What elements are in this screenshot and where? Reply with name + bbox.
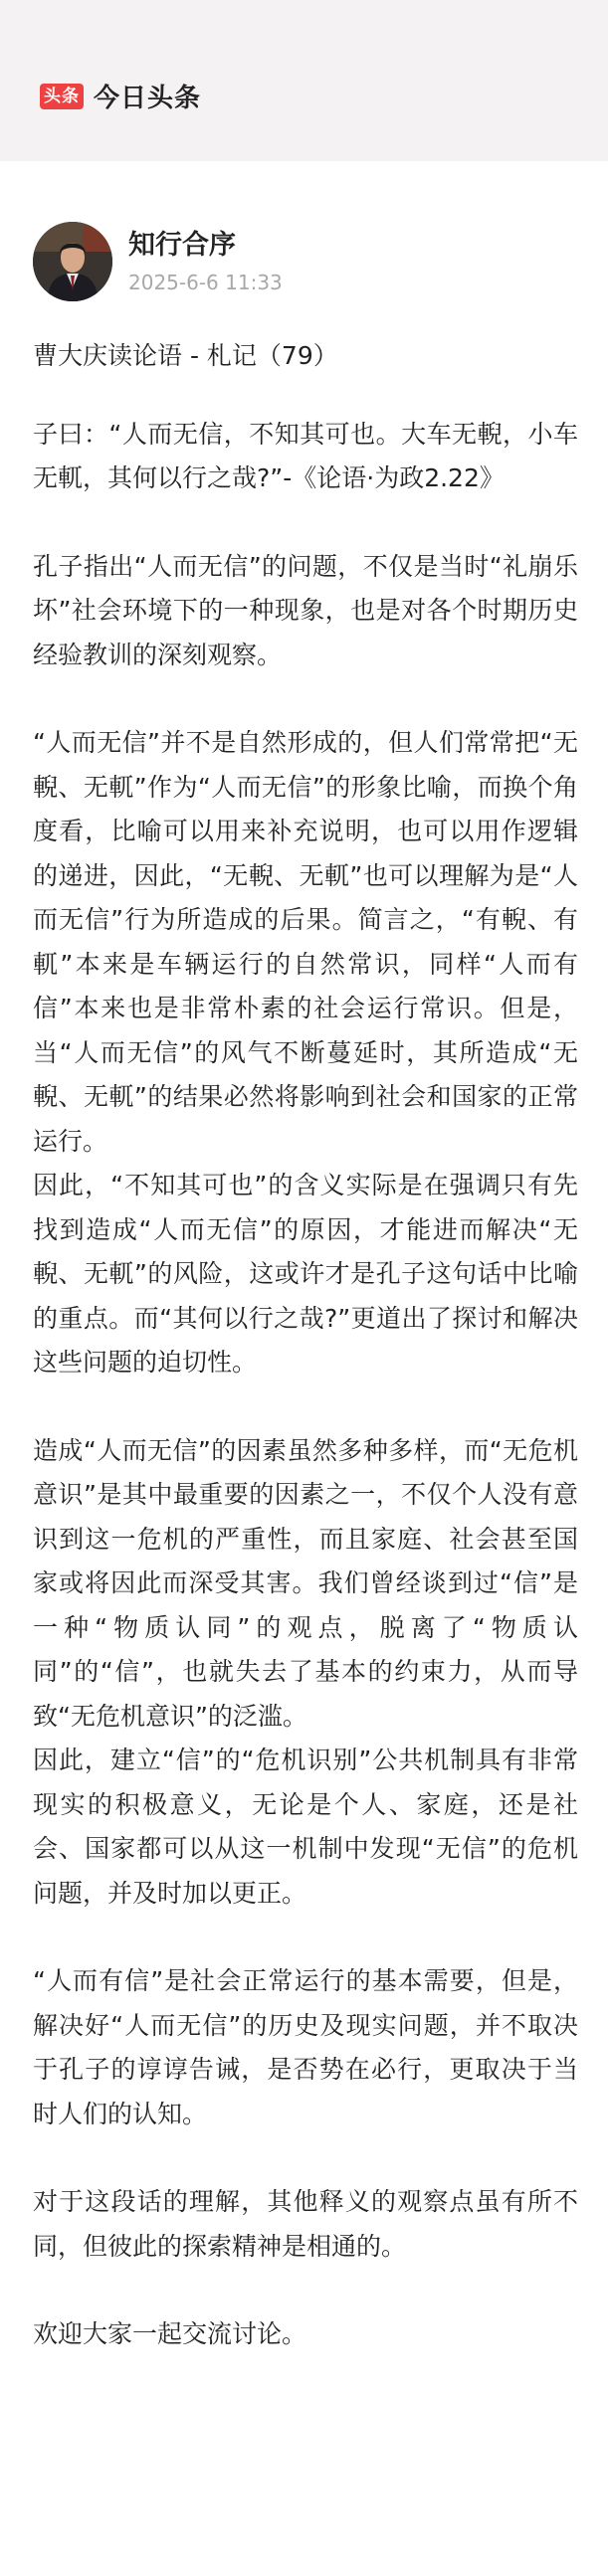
article-paragraph: 对于这段话的理解，其他释义的观察点虽有所不同，但彼此的探索精神是相通的。 bbox=[33, 2187, 578, 2261]
article-paragraph: 因此，建立“信”的“危机识别”公共机制具有非常现实的积极意义，无论是个人、家庭，还是社会、国家都可以从这一机制中发现“无信”的危机问题，并及时加以更正。 bbox=[33, 1746, 578, 1908]
article-body bbox=[33, 334, 578, 2357]
avatar-photo bbox=[33, 222, 112, 301]
toutiao-logo-icon: 头条 bbox=[40, 84, 84, 109]
article-paragraph: 因此，“不知其可也”的含义实际是在强调只有先找到造成“人而无信”的原因，才能进而解决“无輗、无軏”的风险，这或许才是孔子这句话中比喻的重点。而“其何以行之哉?”更道出了探讨和解决这些问题的迫切性。 bbox=[33, 1171, 578, 1377]
article-paragraph: 子曰：“人而无信，不知其可也。大车无輗，小车无軏，其何以行之哉?”-《论语·为政2.22》 bbox=[33, 419, 578, 492]
app-header bbox=[0, 0, 608, 161]
article-paragraph: 造成“人而无信”的因素虽然多种多样，而“无危机意识”是其中最重要的因素之一，不仅个人没有意识到这一危机的严重性，而且家庭、社会甚至国家或将因此而深受其害。我们曾经谈到过“信”是一种“物质认同”的观点，脱离了“物质认同”的“信”，也就失去了基本的约束力，从而导致“无危机意识”的泛滥。 bbox=[33, 1435, 578, 1731]
article-paragraph: 欢迎大家一起交流讨论。 bbox=[33, 2319, 307, 2348]
article-paragraph: 孔子指出“人而无信”的问题，不仅是当时“礼崩乐坏”社会环境下的一种现象，也是对各个时期历史经验教训的深刻观察。 bbox=[33, 551, 578, 669]
article-title: 曹大庆读论语 - 札记（79） bbox=[33, 341, 338, 370]
author-name[interactable]: 知行合序 bbox=[128, 230, 236, 261]
avatar-icon[interactable] bbox=[33, 222, 112, 301]
app-name: 今日头条 bbox=[94, 84, 202, 113]
author-info bbox=[33, 222, 283, 301]
app-brand[interactable] bbox=[40, 78, 201, 114]
article-paragraph: “人而无信”并不是自然形成的，但人们常常把“无輗、无軏”作为“人而无信”的形象比喻，而换个角度看，比喻可以用来补充说明，也可以用作逻辑的递进，因此，“无輗、无軏”也可以理解为是“人而无信”行为所造成的后果。简言之，“有輗、有軏”本来是车辆运行的自然常识，同样“人而有信”本来也是非常朴素的社会运行常识。但是，当“人而无信”的风气不断蔓延时，其所造成“无輗、无軏”的结果必然将影响到社会和国家的正常运行。 bbox=[33, 728, 578, 1156]
article-paragraph: “人而有信”是社会正常运行的基本需要，但是，解决好“人而无信”的历史及现实问题，并不取决于孔子的谆谆告诫，是否势在必行，更取决于当时人们的认知。 bbox=[33, 1966, 578, 2128]
post-timestamp: 2025-6-6 11:33 bbox=[128, 271, 283, 294]
